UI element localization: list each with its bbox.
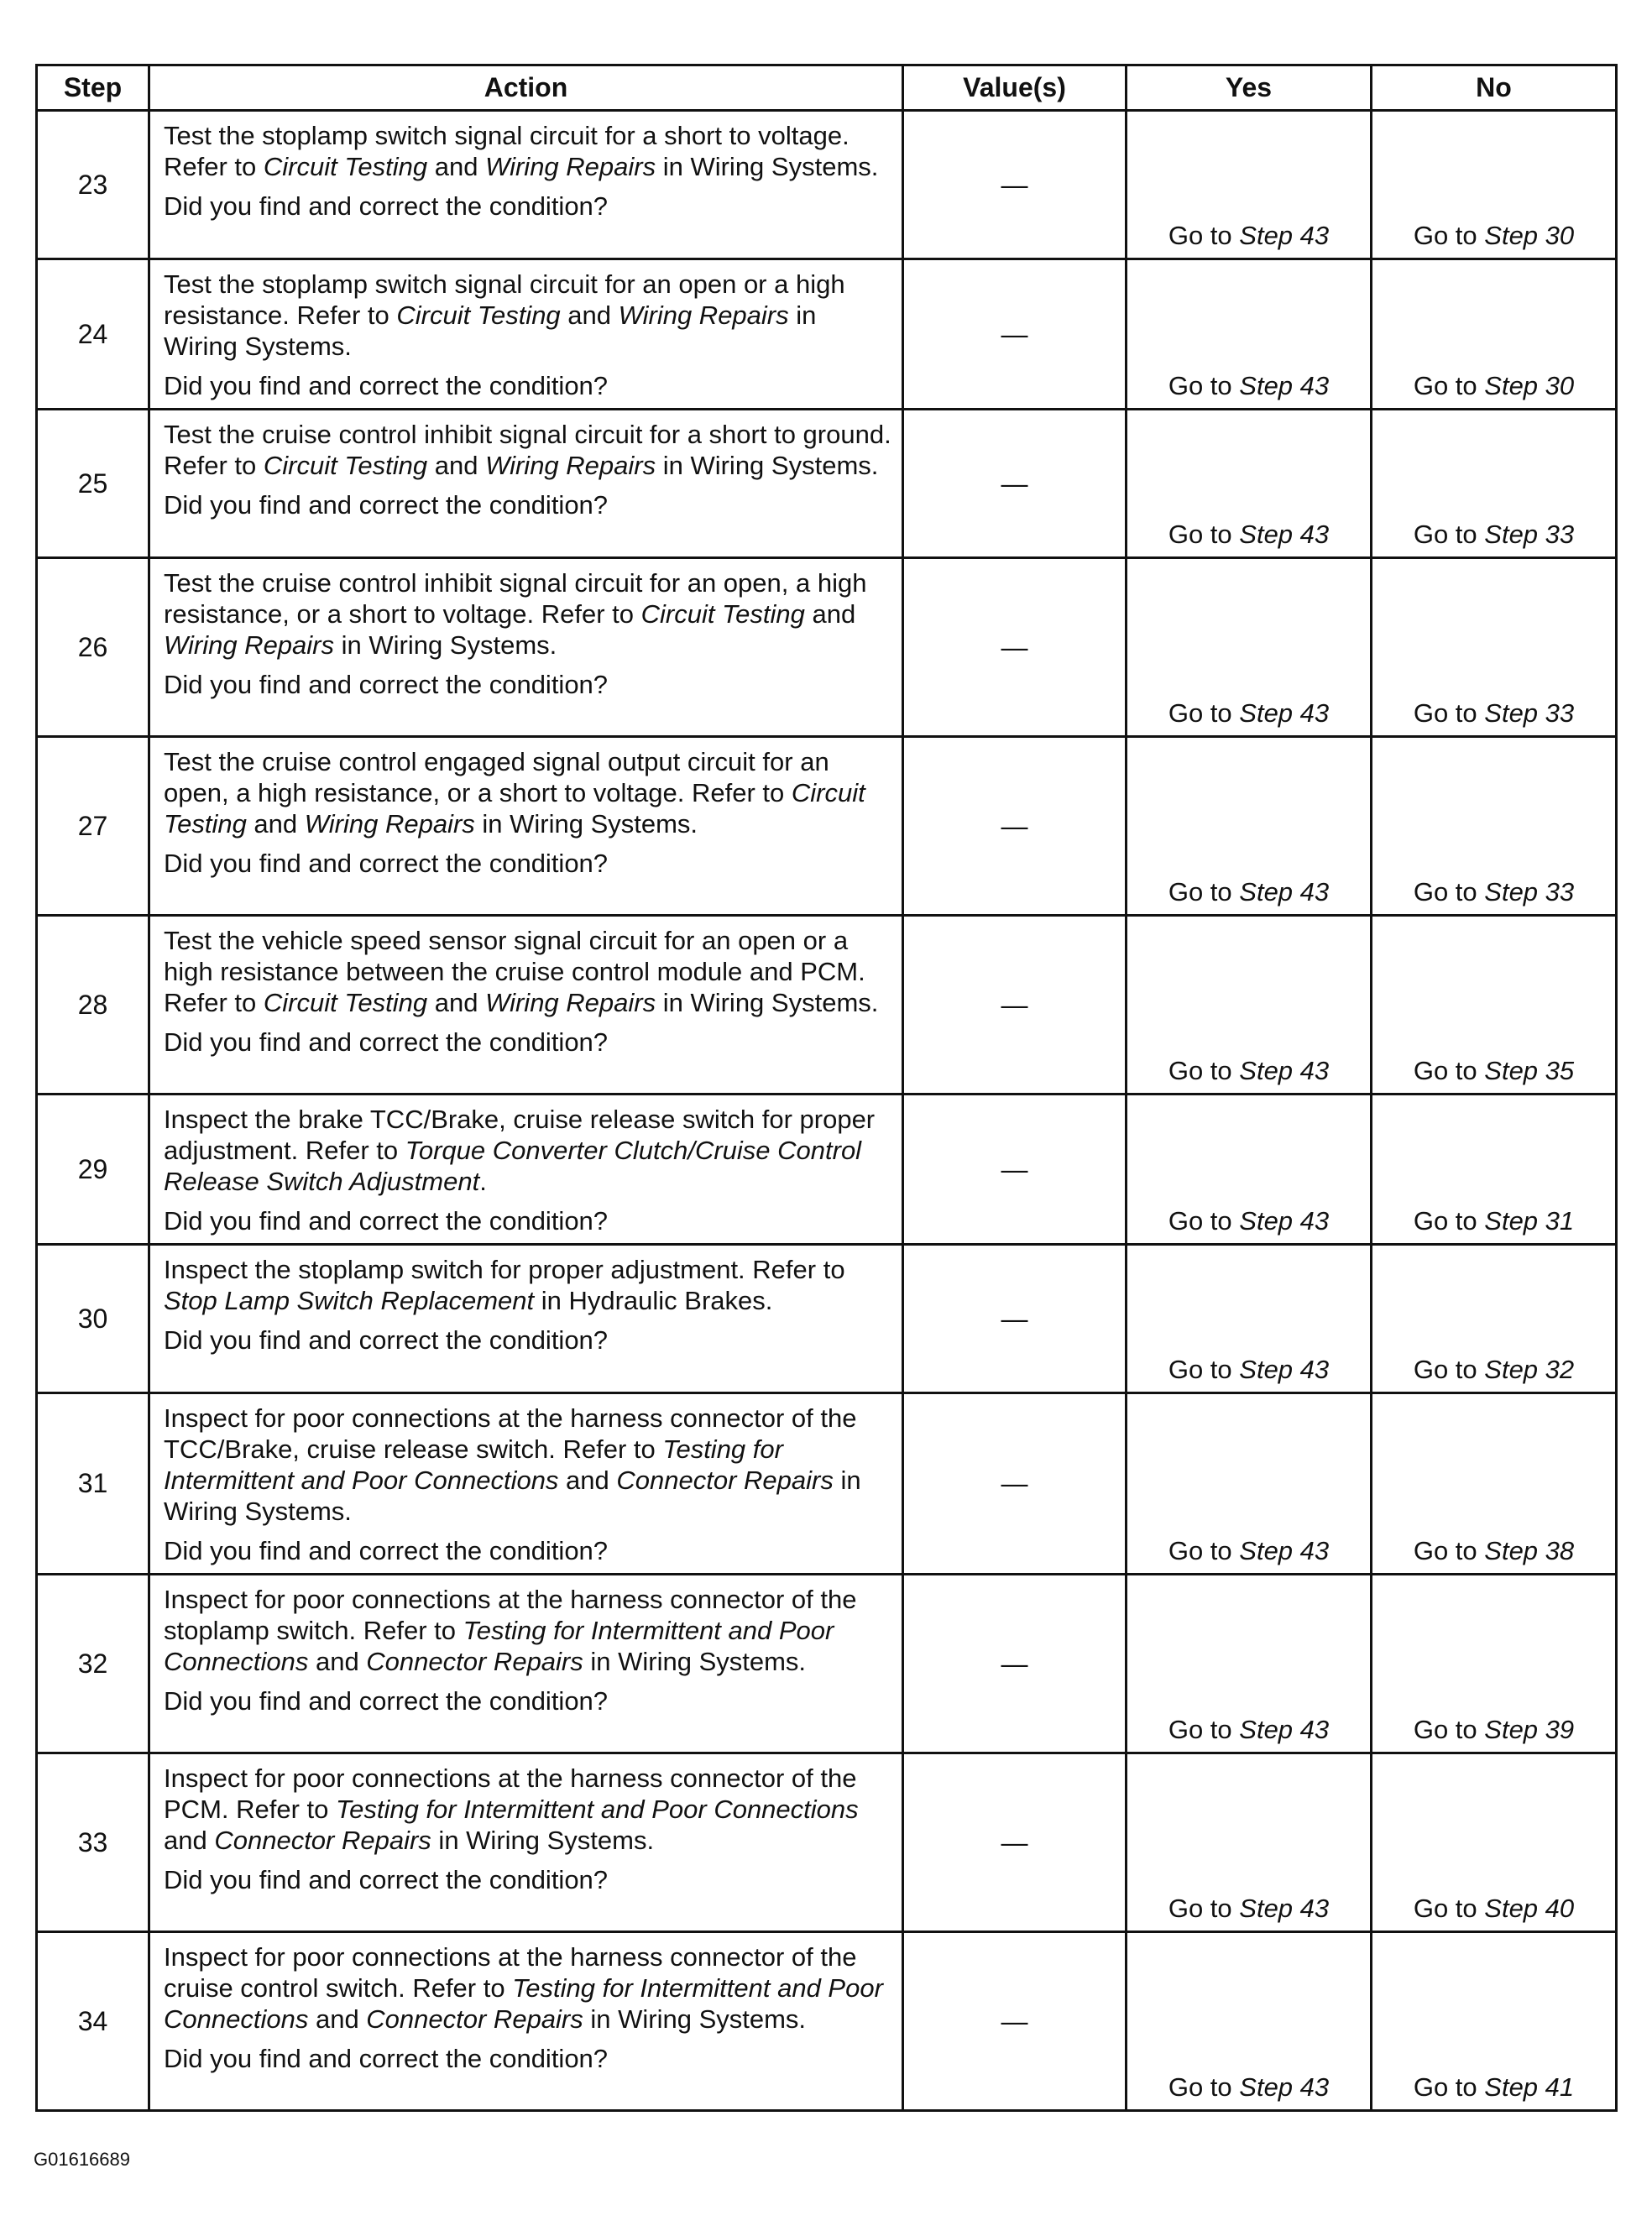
- yes-prefix: Go to: [1168, 2072, 1240, 2102]
- value-cell: —: [903, 1575, 1127, 1753]
- no-prefix: Go to: [1413, 1056, 1485, 1085]
- table-body: [37, 111, 1617, 2111]
- table-row: [37, 558, 1617, 737]
- header-row: [37, 65, 1617, 111]
- action-segment: and: [308, 2004, 367, 2034]
- reference-link-text: Circuit Testing: [640, 599, 805, 629]
- action-segment: Inspect the stoplamp switch for proper adjustment. Refer to: [164, 1255, 845, 1284]
- action-segment: and: [246, 809, 305, 839]
- action-segment: Test the cruise control inhibit signal circuit for a short to ground. Refer to: [164, 420, 891, 480]
- action-segment: in Hydraulic Brakes.: [534, 1286, 773, 1315]
- step-number: 23: [37, 111, 149, 259]
- action-cell: [149, 410, 903, 558]
- value-cell: —: [903, 1245, 1127, 1393]
- yes-cell: [1127, 111, 1372, 259]
- no-step-target: Step 33: [1484, 698, 1575, 728]
- action-segment: Inspect for poor connections at the harness connector of the cruise control switch. Refer to: [164, 1942, 857, 2003]
- reference-link-text: Circuit Testing: [164, 778, 865, 839]
- action-segment: Test the stoplamp switch signal circuit for a short to voltage. Refer to: [164, 121, 850, 181]
- table-row: [37, 1932, 1617, 2111]
- table-row: [37, 1575, 1617, 1753]
- yes-prefix: Go to: [1168, 520, 1240, 549]
- action-text: [164, 1403, 861, 1526]
- reference-link-text: Wiring Repairs: [485, 152, 656, 181]
- action-cell: [149, 916, 903, 1095]
- no-step-target: Step 41: [1484, 2072, 1575, 2102]
- yes-cell: [1127, 916, 1372, 1095]
- action-question: Did you find and correct the condition?: [164, 670, 609, 699]
- action-question: Did you find and correct the condition?: [164, 1325, 609, 1355]
- action-segment: and: [427, 988, 486, 1017]
- reference-link-text: Circuit Testing: [396, 300, 561, 330]
- value-cell: —: [903, 916, 1127, 1095]
- value-cell: —: [903, 1932, 1127, 2111]
- action-segment: and: [164, 1826, 215, 1855]
- step-number: 27: [37, 737, 149, 916]
- no-step-target: Step 32: [1484, 1355, 1575, 1384]
- action-question: Did you find and correct the condition?: [164, 1027, 609, 1057]
- no-step-target: Step 30: [1484, 371, 1575, 400]
- reference-link-text: Wiring Repairs: [485, 988, 656, 1017]
- value-cell: —: [903, 737, 1127, 916]
- reference-link-text: Testing for Intermittent and Poor Connections: [164, 1973, 883, 2034]
- yes-step-target: Step 43: [1239, 221, 1330, 250]
- reference-link-text: Testing for Intermittent and Poor Connections: [164, 1616, 834, 1676]
- reference-link-text: Wiring Repairs: [485, 451, 656, 480]
- action-segment: in Wiring Systems.: [474, 809, 698, 839]
- reference-link-text: Connector Repairs: [366, 1647, 583, 1676]
- yes-prefix: Go to: [1168, 221, 1240, 250]
- step-number: 30: [37, 1245, 149, 1393]
- action-text: [164, 1255, 845, 1315]
- yes-prefix: Go to: [1168, 1056, 1240, 1085]
- action-segment: Inspect for poor connections at the harness connector of the stoplamp switch. Refer to: [164, 1585, 857, 1645]
- no-prefix: Go to: [1413, 2072, 1485, 2102]
- yes-cell: [1127, 1753, 1372, 1932]
- action-segment: Test the vehicle speed sensor signal circuit for an open or a high resistance between the cruise control module and PCM. Refer to: [164, 926, 865, 1017]
- yes-step-target: Step 43: [1239, 1355, 1330, 1384]
- action-question: Did you find and correct the condition?: [164, 1206, 609, 1236]
- table-row: [37, 1095, 1617, 1245]
- action-text: [164, 568, 866, 660]
- yes-cell: [1127, 737, 1372, 916]
- value-cell: —: [903, 1753, 1127, 1932]
- reference-link-text: Torque Converter Clutch/Cruise Control Release Switch Adjustment: [164, 1136, 862, 1196]
- reference-link-text: Testing for Intermittent and Poor Connections: [336, 1795, 859, 1824]
- action-text: [164, 1585, 856, 1676]
- no-prefix: Go to: [1413, 698, 1485, 728]
- value-cell: —: [903, 259, 1127, 410]
- action-question: Did you find and correct the condition?: [164, 371, 609, 400]
- action-question: Did you find and correct the condition?: [164, 490, 609, 520]
- yes-cell: [1127, 1575, 1372, 1753]
- reference-link-text: Wiring Repairs: [164, 630, 334, 660]
- value-cell: —: [903, 1393, 1127, 1575]
- yes-step-target: Step 43: [1239, 520, 1330, 549]
- action-segment: in Wiring Systems.: [656, 988, 879, 1017]
- action-segment: in Wiring Systems.: [334, 630, 557, 660]
- no-cell: [1372, 1932, 1617, 2111]
- action-cell: [149, 1932, 903, 2111]
- no-cell: [1372, 1393, 1617, 1575]
- no-prefix: Go to: [1413, 371, 1485, 400]
- action-segment: in Wiring Systems.: [431, 1826, 655, 1855]
- action-question: Did you find and correct the condition?: [164, 191, 609, 221]
- step-number: 24: [37, 259, 149, 410]
- yes-cell: [1127, 410, 1372, 558]
- action-question: Did you find and correct the condition?: [164, 1686, 609, 1716]
- action-segment: and: [427, 152, 486, 181]
- yes-prefix: Go to: [1168, 1894, 1240, 1923]
- action-question: Did you find and correct the condition?: [164, 2044, 609, 2073]
- no-step-target: Step 31: [1484, 1206, 1575, 1236]
- no-step-target: Step 39: [1484, 1715, 1575, 1744]
- reference-link-text: Connector Repairs: [214, 1826, 431, 1855]
- table-row: [37, 1245, 1617, 1393]
- reference-link-text: Circuit Testing: [263, 451, 428, 480]
- table-row: [37, 1393, 1617, 1575]
- action-segment: and: [804, 599, 856, 629]
- action-cell: [149, 1245, 903, 1393]
- action-segment: and: [560, 300, 619, 330]
- action-question: Did you find and correct the condition?: [164, 849, 609, 878]
- no-cell: [1372, 1095, 1617, 1245]
- yes-step-target: Step 43: [1239, 1715, 1330, 1744]
- action-question: Did you find and correct the condition?: [164, 1865, 609, 1894]
- yes-cell: [1127, 1393, 1372, 1575]
- yes-prefix: Go to: [1168, 371, 1240, 400]
- action-cell: [149, 111, 903, 259]
- action-cell: [149, 558, 903, 737]
- no-cell: [1372, 916, 1617, 1095]
- no-prefix: Go to: [1413, 1894, 1485, 1923]
- no-step-target: Step 38: [1484, 1536, 1575, 1565]
- no-cell: [1372, 1245, 1617, 1393]
- yes-step-target: Step 43: [1239, 1894, 1330, 1923]
- header-step: Step: [37, 65, 149, 111]
- reference-link-text: Testing for Intermittent and Poor Connections: [164, 1434, 783, 1495]
- yes-prefix: Go to: [1168, 698, 1240, 728]
- action-segment: in Wiring Systems.: [164, 300, 817, 361]
- yes-cell: [1127, 1095, 1372, 1245]
- no-prefix: Go to: [1413, 1206, 1485, 1236]
- action-text: [164, 1105, 875, 1196]
- reference-link-text: Wiring Repairs: [304, 809, 475, 839]
- no-prefix: Go to: [1413, 520, 1485, 549]
- action-segment: and: [308, 1647, 367, 1676]
- figure-id: G01616689: [34, 2149, 130, 2170]
- table-row: [37, 1753, 1617, 1932]
- action-cell: [149, 259, 903, 410]
- reference-link-text: Stop Lamp Switch Replacement: [164, 1286, 535, 1315]
- action-text: [164, 926, 878, 1017]
- no-step-target: Step 40: [1484, 1894, 1575, 1923]
- yes-step-target: Step 43: [1239, 1536, 1330, 1565]
- yes-step-target: Step 43: [1239, 1206, 1330, 1236]
- no-step-target: Step 33: [1484, 877, 1575, 907]
- yes-prefix: Go to: [1168, 1355, 1240, 1384]
- action-text: [164, 1942, 883, 2034]
- table-row: [37, 111, 1617, 259]
- action-segment: in Wiring Systems.: [583, 1647, 807, 1676]
- step-number: 34: [37, 1932, 149, 2111]
- yes-step-target: Step 43: [1239, 371, 1330, 400]
- diagnostic-table: [35, 64, 1618, 2112]
- action-cell: [149, 1575, 903, 1753]
- no-prefix: Go to: [1413, 1715, 1485, 1744]
- action-segment: and: [427, 451, 486, 480]
- header-action: Action: [149, 65, 903, 111]
- no-cell: [1372, 410, 1617, 558]
- no-step-target: Step 35: [1484, 1056, 1575, 1085]
- header-no: No: [1372, 65, 1617, 111]
- step-number: 29: [37, 1095, 149, 1245]
- reference-link-text: Connector Repairs: [366, 2004, 583, 2034]
- yes-prefix: Go to: [1168, 877, 1240, 907]
- action-segment: in Wiring Systems.: [583, 2004, 807, 2034]
- table-row: [37, 737, 1617, 916]
- action-text: [164, 1763, 859, 1855]
- yes-step-target: Step 43: [1239, 2072, 1330, 2102]
- step-number: 25: [37, 410, 149, 558]
- step-number: 31: [37, 1393, 149, 1575]
- action-cell: [149, 1753, 903, 1932]
- no-prefix: Go to: [1413, 1536, 1485, 1565]
- table-row: [37, 259, 1617, 410]
- reference-link-text: Circuit Testing: [263, 988, 428, 1017]
- no-cell: [1372, 558, 1617, 737]
- value-cell: —: [903, 410, 1127, 558]
- action-segment: Inspect for poor connections at the harness connector of the PCM. Refer to: [164, 1763, 857, 1824]
- no-step-target: Step 30: [1484, 221, 1575, 250]
- reference-link-text: Wiring Repairs: [618, 300, 789, 330]
- yes-step-target: Step 43: [1239, 698, 1330, 728]
- header-yes: Yes: [1127, 65, 1372, 111]
- yes-prefix: Go to: [1168, 1536, 1240, 1565]
- action-text: [164, 269, 845, 361]
- reference-link-text: Connector Repairs: [616, 1466, 834, 1495]
- action-cell: [149, 1095, 903, 1245]
- action-text: [164, 420, 891, 480]
- no-prefix: Go to: [1413, 877, 1485, 907]
- action-segment: Test the cruise control inhibit signal circuit for an open, a high resistance, or a short to voltage. Refer to: [164, 568, 867, 629]
- yes-prefix: Go to: [1168, 1715, 1240, 1744]
- action-segment: Test the stoplamp switch signal circuit for an open or a high resistance. Refer to: [164, 269, 845, 330]
- value-cell: —: [903, 558, 1127, 737]
- yes-cell: [1127, 558, 1372, 737]
- no-cell: [1372, 1575, 1617, 1753]
- no-cell: [1372, 111, 1617, 259]
- yes-step-target: Step 43: [1239, 1056, 1330, 1085]
- action-segment: Test the cruise control engaged signal output circuit for an open, a high resistance, or a short to voltage. Refer to: [164, 747, 829, 807]
- no-prefix: Go to: [1413, 221, 1485, 250]
- step-number: 32: [37, 1575, 149, 1753]
- action-segment: in Wiring Systems.: [164, 1466, 861, 1526]
- action-cell: [149, 737, 903, 916]
- action-segment: .: [479, 1167, 487, 1196]
- step-number: 33: [37, 1753, 149, 1932]
- no-cell: [1372, 1753, 1617, 1932]
- reference-link-text: Circuit Testing: [263, 152, 428, 181]
- yes-prefix: Go to: [1168, 1206, 1240, 1236]
- action-segment: in Wiring Systems.: [656, 451, 879, 480]
- action-question: Did you find and correct the condition?: [164, 1536, 609, 1565]
- action-text: [164, 121, 878, 181]
- step-number: 28: [37, 916, 149, 1095]
- no-prefix: Go to: [1413, 1355, 1485, 1384]
- table-row: [37, 410, 1617, 558]
- yes-cell: [1127, 259, 1372, 410]
- table-row: [37, 916, 1617, 1095]
- action-cell: [149, 1393, 903, 1575]
- header-values: Value(s): [903, 65, 1127, 111]
- value-cell: —: [903, 1095, 1127, 1245]
- yes-cell: [1127, 1932, 1372, 2111]
- action-segment: Inspect the brake TCC/Brake, cruise release switch for proper adjustment. Refer to: [164, 1105, 876, 1165]
- value-cell: —: [903, 111, 1127, 259]
- action-segment: Inspect for poor connections at the harness connector of the TCC/Brake, cruise release switch. Refer to: [164, 1403, 857, 1464]
- no-cell: [1372, 737, 1617, 916]
- no-step-target: Step 33: [1484, 520, 1575, 549]
- yes-cell: [1127, 1245, 1372, 1393]
- yes-step-target: Step 43: [1239, 877, 1330, 907]
- step-number: 26: [37, 558, 149, 737]
- no-cell: [1372, 259, 1617, 410]
- action-text: [164, 747, 865, 839]
- action-segment: and: [558, 1466, 617, 1495]
- action-segment: in Wiring Systems.: [656, 152, 879, 181]
